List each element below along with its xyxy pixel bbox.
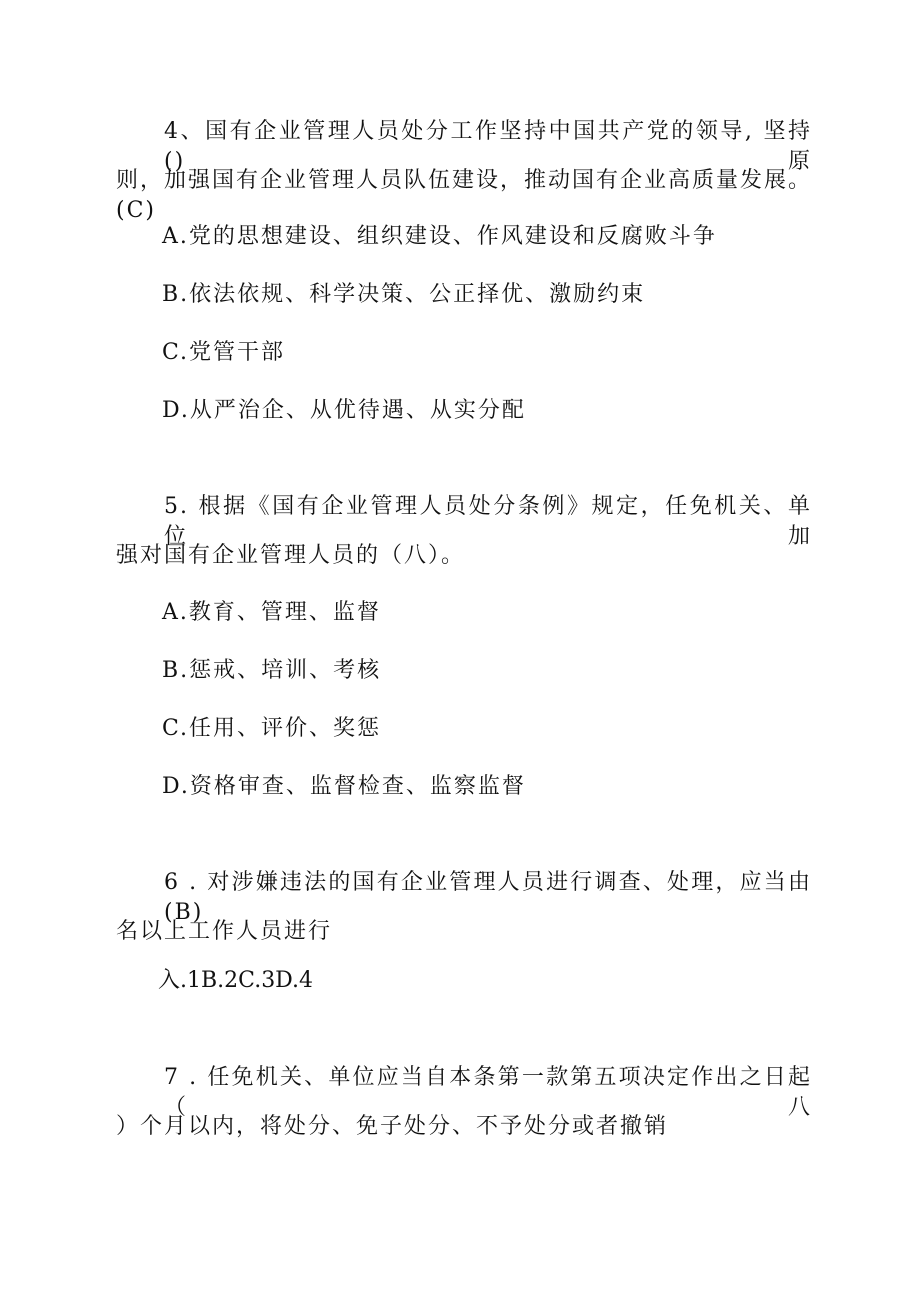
question-5-stem-line-1: 5. 根据《国有企业管理人员处分条例》规定，任免机关、单位加 [164,494,812,549]
question-5-stem-line-2: 强对国有企业管理人员的（八）。 [116,543,466,568]
question-4-option-c: C.党管干部 [162,340,286,365]
question-7-stem-line-2: ）个月以内，将处分、免子处分、不予处分或者撤销 [116,1114,669,1139]
question-4-stem-line-1: 4、国有企业管理人员处分工作坚持中国共产党的领导, 坚持()原 [164,119,812,174]
question-4-option-d: D.从严治企、从优待遇、从实分配 [162,398,526,423]
question-6-options: 入.1B.2C.3D.4 [158,968,314,993]
question-5-option-b: B.惩戒、培训、考核 [162,658,382,683]
question-6-stem-line-2: 名以上工作人员进行 [116,919,333,944]
question-4-stem-line-2: 则，加强国有企业管理人员队伍建设，推动国有企业高质量发展。(C) [116,168,813,223]
question-7-stem-line-1: 7 . 任免机关、单位应当自本条第一款第五项决定作出之日起（八 [164,1065,812,1120]
question-5-option-c: C.任用、评价、奖惩 [162,716,382,741]
question-5-option-d: D.资格审查、监督检查、监察监督 [162,774,526,799]
question-4-option-a: A.党的思想建设、组织建设、作风建设和反腐败斗争 [162,224,717,249]
question-6-stem-line-1: 6 . 对涉嫌违法的国有企业管理人员进行调查、处理，应当由(B) [164,870,812,925]
question-5-option-a: A.教育、管理、监督 [162,600,381,625]
question-4-option-b: B.依法依规、科学决策、公正择优、激励约束 [162,282,646,307]
